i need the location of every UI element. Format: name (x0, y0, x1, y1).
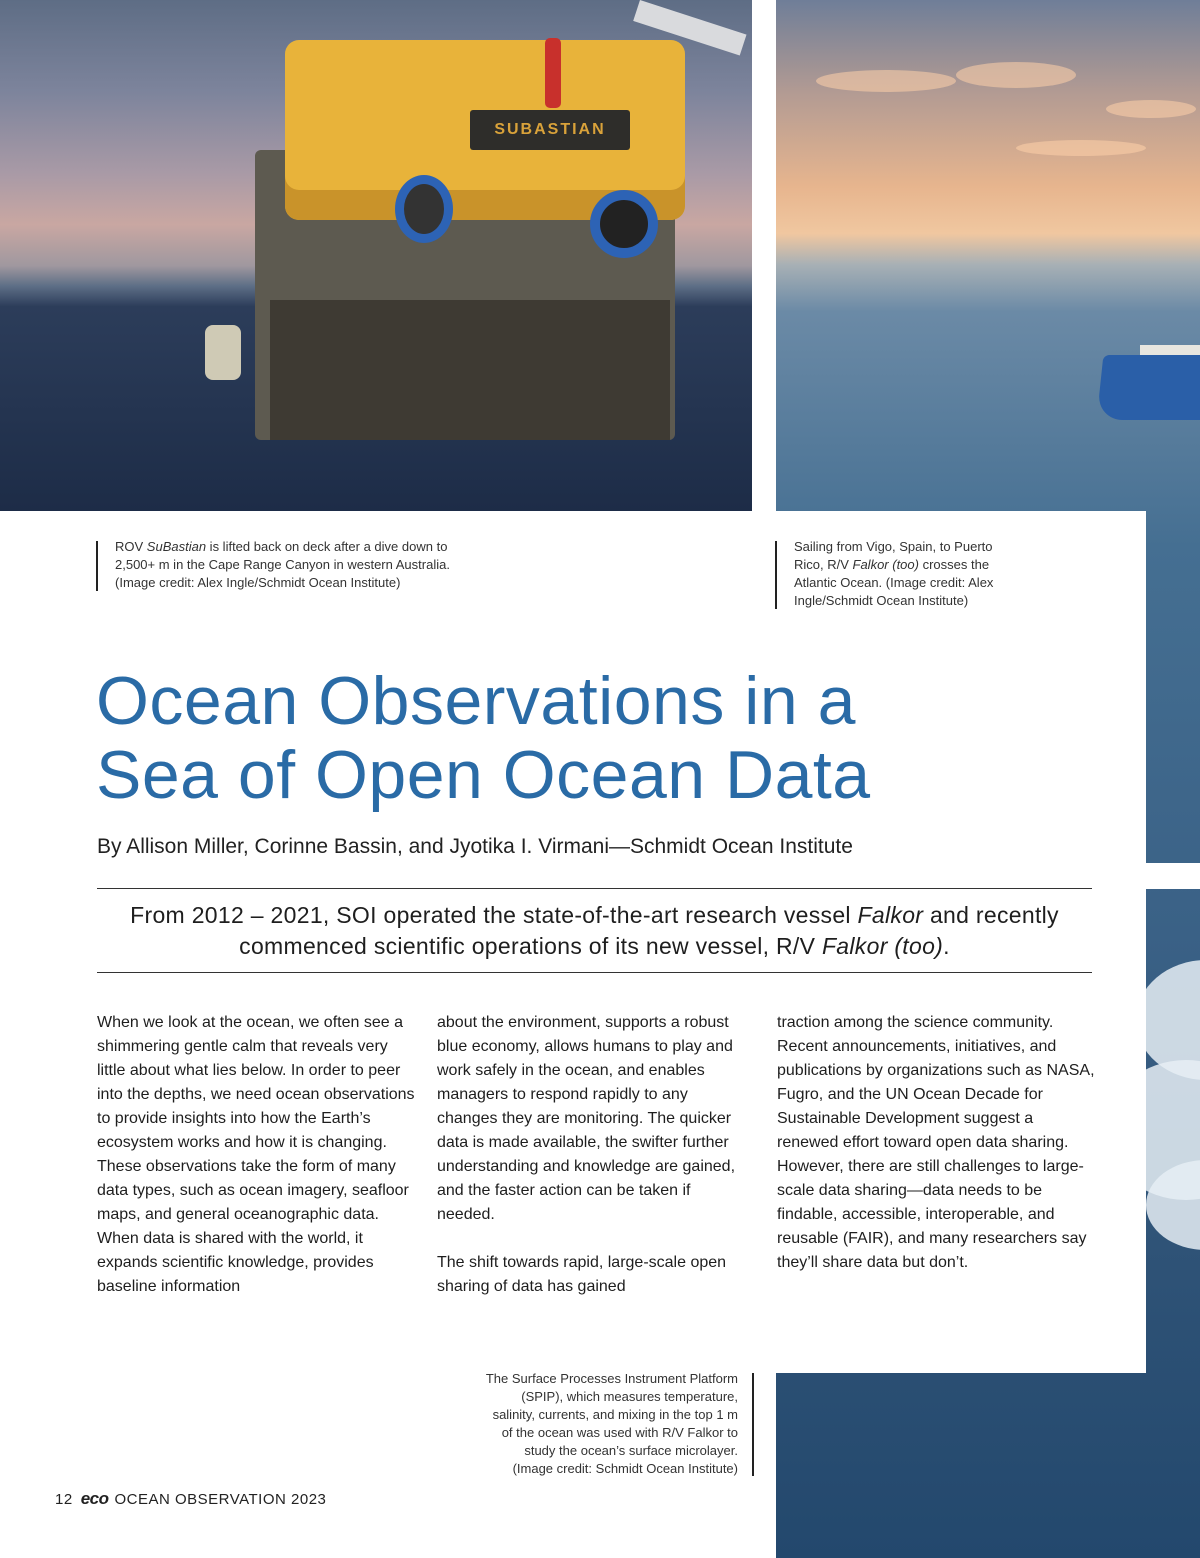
rov-plate-text: SUBASTIAN (494, 121, 606, 138)
rov-instrument-canister (205, 325, 241, 380)
pull-quote: From 2012 – 2021, SOI operated the state-of-the-art research vessel Falkor and recently commenced scientific operations of its new vessel, R/V Falkor (too). (130, 902, 1059, 959)
body-column-2 (437, 1011, 747, 1299)
rov-thruster (590, 190, 658, 258)
byline: By Allison Miller, Corinne Bassin, and Jyotika I. Virmani—Schmidt Ocean Institute (97, 835, 853, 858)
caption-rule (752, 1373, 754, 1476)
publication-name: OCEAN OBSERVATION 2023 (114, 1491, 327, 1508)
pull-quote-rule-top (97, 888, 1092, 889)
vessel-name: Falkor (too) (821, 933, 944, 959)
caption-rule (96, 541, 98, 591)
paragraph: about the environment, supports a robust blue economy, allows humans to play and work safely in the ocean, and enables managers to respond rapidly to any changes they are monitoring. The quicker data is made available, the swifter further understanding and knowledge are gained, and the faster action can be taken if needed. (437, 1014, 736, 1223)
paragraph: The shift towards rapid, large-scale open sharing of data has gained (437, 1254, 727, 1295)
paragraph: traction among the science community. Recent announcements, initiatives, and publications by organizations such as NASA, Fugro, and the UN Ocean Decade for Sustainable Development suggest a renewed effort toward open data sharing. However, there are still challenges to large-scale data sharing—data needs to be findable, accessible, interoperable, and reusable (FAIR), and many researchers say they’ll share data but don’t. (777, 1014, 1095, 1271)
page-footer (55, 1489, 326, 1509)
pull-quote-rule-bottom (97, 972, 1092, 973)
page-number: 12 (55, 1491, 73, 1508)
rov-thruster (395, 175, 453, 243)
eco-logo: eco (80, 1489, 109, 1508)
title-line: Sea of Open Ocean Data (96, 737, 871, 813)
rov-name-plate (470, 110, 630, 150)
rov-skid (270, 300, 670, 440)
vessel-name: Falkor (too) (852, 557, 919, 572)
spip-caption: The Surface Processes Instrument Platform (SPIP), which measures temperature, salinity, currents, and mixing in the top 1 m of the ocean was used with R/V Falkor to study the ocean’s surface microlayer. (Image credit: Schmidt Ocean Institute) (485, 1371, 738, 1476)
paragraph: When we look at the ocean, we often see a shimmering gentle calm that reveals very little about what lies below. In order to peer into the depths, we need ocean observations to provide insights into how the Earth’s ecosystem works and how it is changing. These observations take the form of many data types, such as ocean imagery, seafloor maps, and general oceanographic data. When data is shared with the world, it expands scientific knowledge, provides baseline information (97, 1014, 415, 1295)
photo-divider (1146, 863, 1200, 889)
title-line: Ocean Observations in a (96, 663, 856, 739)
body-column-3 (777, 1011, 1097, 1275)
rov-beacon-light (545, 38, 561, 108)
research-vessel (1097, 355, 1200, 420)
body-column-1 (97, 1011, 417, 1299)
caption-rule (775, 541, 777, 609)
rov-photo (0, 0, 752, 511)
vessel-name: Falkor (857, 902, 924, 928)
ship-caption: Sailing from Vigo, Spain, to Puerto Rico, R/V Falkor (too) crosses the Atlantic Ocean. (Image credit: Alex Ingle/Schmidt Ocean Institute) (794, 539, 994, 608)
article-title (96, 664, 1096, 812)
rov-name: SuBastian (146, 539, 207, 554)
rov-caption: ROV SuBastian is lifted back on deck after a dive down to 2,500+ m in the Cape Range Canyon in western Australia. (Image credit: Alex Ingle/Schmidt Ocean Institute) (115, 539, 450, 590)
